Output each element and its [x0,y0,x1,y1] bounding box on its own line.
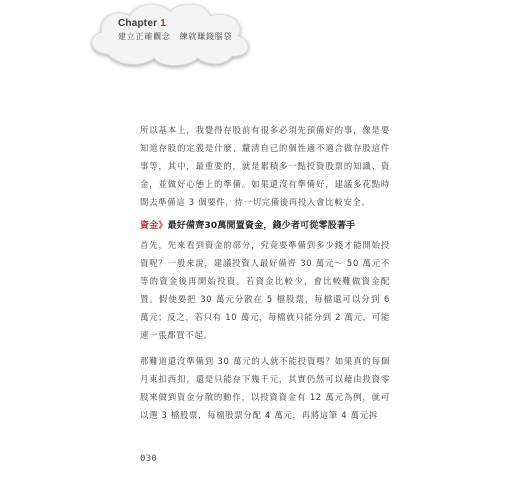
section-heading-text: 最好備齊30萬閒置資金，錢少者可從零股著手 [167,221,356,231]
page-number: 030 [140,454,158,464]
body-paragraph-1: 所以基本上，我覺得存股前有很多必須先預備好的事，像是要知道存股的定義是什麼、釐清自己的個性適不適合做存股這件事等，其中，最重要的，就是累積多一點投資股票的知識、資金，並做好心態上的準備。如果還沒有準備好，建議多花點時間去準備這 3 個要件，待一切完備後再投入會比較安全。 [140,125,390,207]
body-paragraph-3: 那難道還沒準備到 30 萬元的人就不能投資嗎？如果真的每個月東扣西扣，還是只能存下幾千元，其實仍然可以藉由投資零股來做到資金分散的動作，以投資資金有 12 萬元為例，就可以選 3 檔股票，每檔股票分配 4 萬元，再將這筆 4 萬元拆 [140,356,390,420]
chapter-title [118,18,166,29]
chapter-subtitle: 建立正確觀念 練就賺錢腦袋 [118,32,233,41]
body-paragraph-2: 首先，先來看到資金的部分，究竟要準備到多少錢才能開始投資呢？一般來說，建議投資人最好備齊 30 萬元～ 50 萬元不等的資金後再開始投資。若資金比較少，會比較難做資金配置。假使要把 30 萬元分散在 5 檔股票，每檔還可以分到 6 萬元；反之，若只有 10 萬元，每檔就只能分到 2 萬元，可能連一張都買不起。 [140,240,390,340]
section-heading [140,218,355,231]
chapter-number: 1 [160,18,166,29]
section-heading-tag: 資金》 [140,221,168,231]
chapter-label: Chapter [118,18,158,29]
